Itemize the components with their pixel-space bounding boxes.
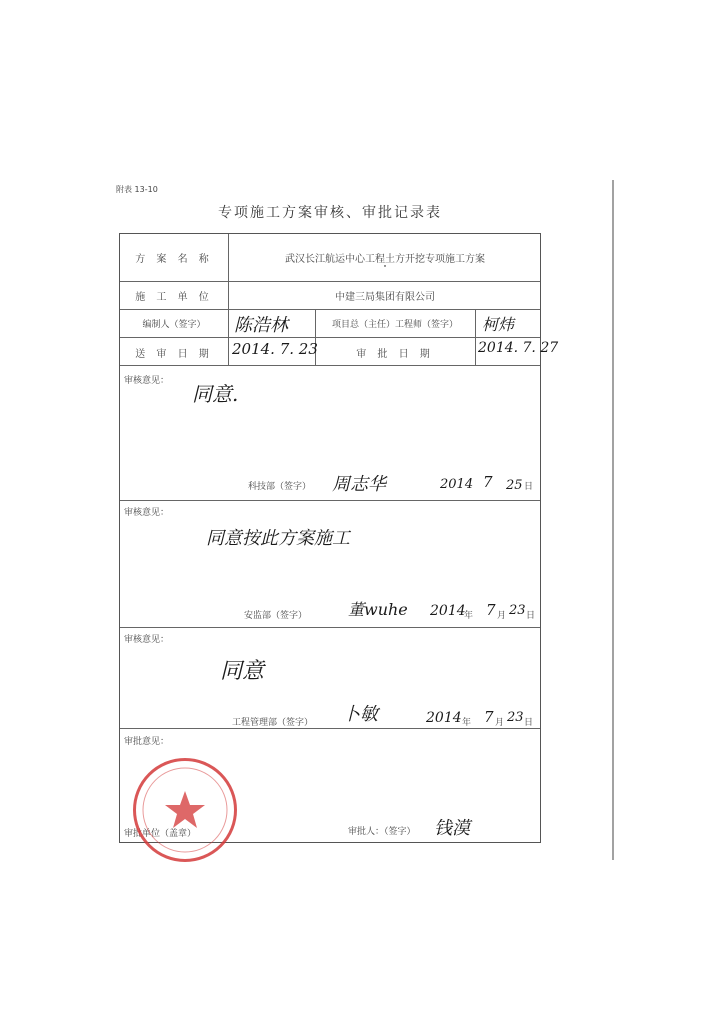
date-day-suffix: 日 (524, 482, 534, 492)
row-divider (120, 337, 540, 338)
sign-label: 科技部（签字） (248, 482, 312, 492)
approver-label: 审批人：（签字） (348, 827, 416, 837)
author-signature: 陈浩林 (234, 315, 288, 336)
contractor-label: 施 工 单 位 (135, 292, 213, 303)
contractor-value: 中建三局集团有限公司 (335, 292, 435, 303)
approval-opinion-label: 审批意见： (124, 737, 170, 747)
company-seal-icon (133, 758, 237, 862)
sign-label: 安监部（签字） (244, 611, 308, 621)
author-label: 编制人（签字） (142, 320, 206, 330)
document-title: 专项施工方案审核、审批记录表 (218, 205, 442, 221)
row-divider (120, 627, 540, 628)
approval-unit-label: 审批单位（盖章） (124, 829, 197, 839)
signature: 董wuhe (348, 600, 408, 619)
date-day: 23 (507, 710, 524, 725)
date-day: 25 (506, 478, 523, 493)
date-year: 2014 (430, 603, 466, 619)
approver-signature: 钱漠 (434, 818, 470, 839)
review-opinion-text: 同意. (192, 382, 239, 406)
date-year: 2014 (426, 710, 462, 726)
signature: 周志华 (332, 474, 386, 495)
project-name-mark: " (383, 264, 387, 272)
submit-date-value: 2014. 7. 23 (232, 340, 318, 358)
page-edge (612, 180, 614, 860)
chief-engineer-label: 项目总（主任）工程师（签字） (331, 320, 458, 330)
approval-form (119, 233, 559, 843)
row-divider (120, 281, 540, 282)
review-opinion-label: 审核意见： (124, 508, 170, 518)
date-month: 7 (483, 473, 493, 491)
approve-date-label: 审 批 日 期 (356, 349, 434, 360)
row-divider (120, 500, 540, 501)
date-day-suffix: 日 (526, 611, 536, 621)
approve-date-value: 2014. 7. 27 (478, 340, 559, 356)
column-divider (475, 309, 476, 365)
date-year-suffix: 年 (462, 718, 472, 728)
date-year-suffix: 年 (464, 611, 474, 621)
submit-date-label: 送 审 日 期 (135, 349, 213, 360)
date-month: 7 (486, 601, 496, 619)
review-opinion-label: 审核意见： (124, 635, 170, 645)
signature: 卜敏 (342, 704, 378, 725)
sign-label: 工程管理部（签字） (232, 718, 314, 728)
table-number: 附表 13-10 (116, 185, 158, 194)
date-day: 23 (509, 603, 526, 618)
row-divider (120, 728, 540, 729)
row-divider (120, 365, 540, 366)
date-month-suffix: 月 (495, 718, 505, 728)
review-opinion-text: 同意按此方案施工 (206, 528, 350, 549)
chief-engineer-signature: 柯炜 (482, 315, 515, 334)
date-month: 7 (484, 708, 494, 726)
date-day-suffix: 日 (524, 718, 534, 728)
review-opinion-label: 审核意见： (124, 376, 170, 386)
project-name-label: 方 案 名 称 (135, 254, 213, 265)
project-name-value: 武汉长江航运中心工程土方开挖专项施工方案 (285, 254, 485, 265)
review-opinion-text: 同意 (220, 659, 265, 684)
date-year: 2014 (440, 477, 474, 492)
date-month-suffix: 月 (497, 611, 507, 621)
row-divider (120, 309, 540, 310)
